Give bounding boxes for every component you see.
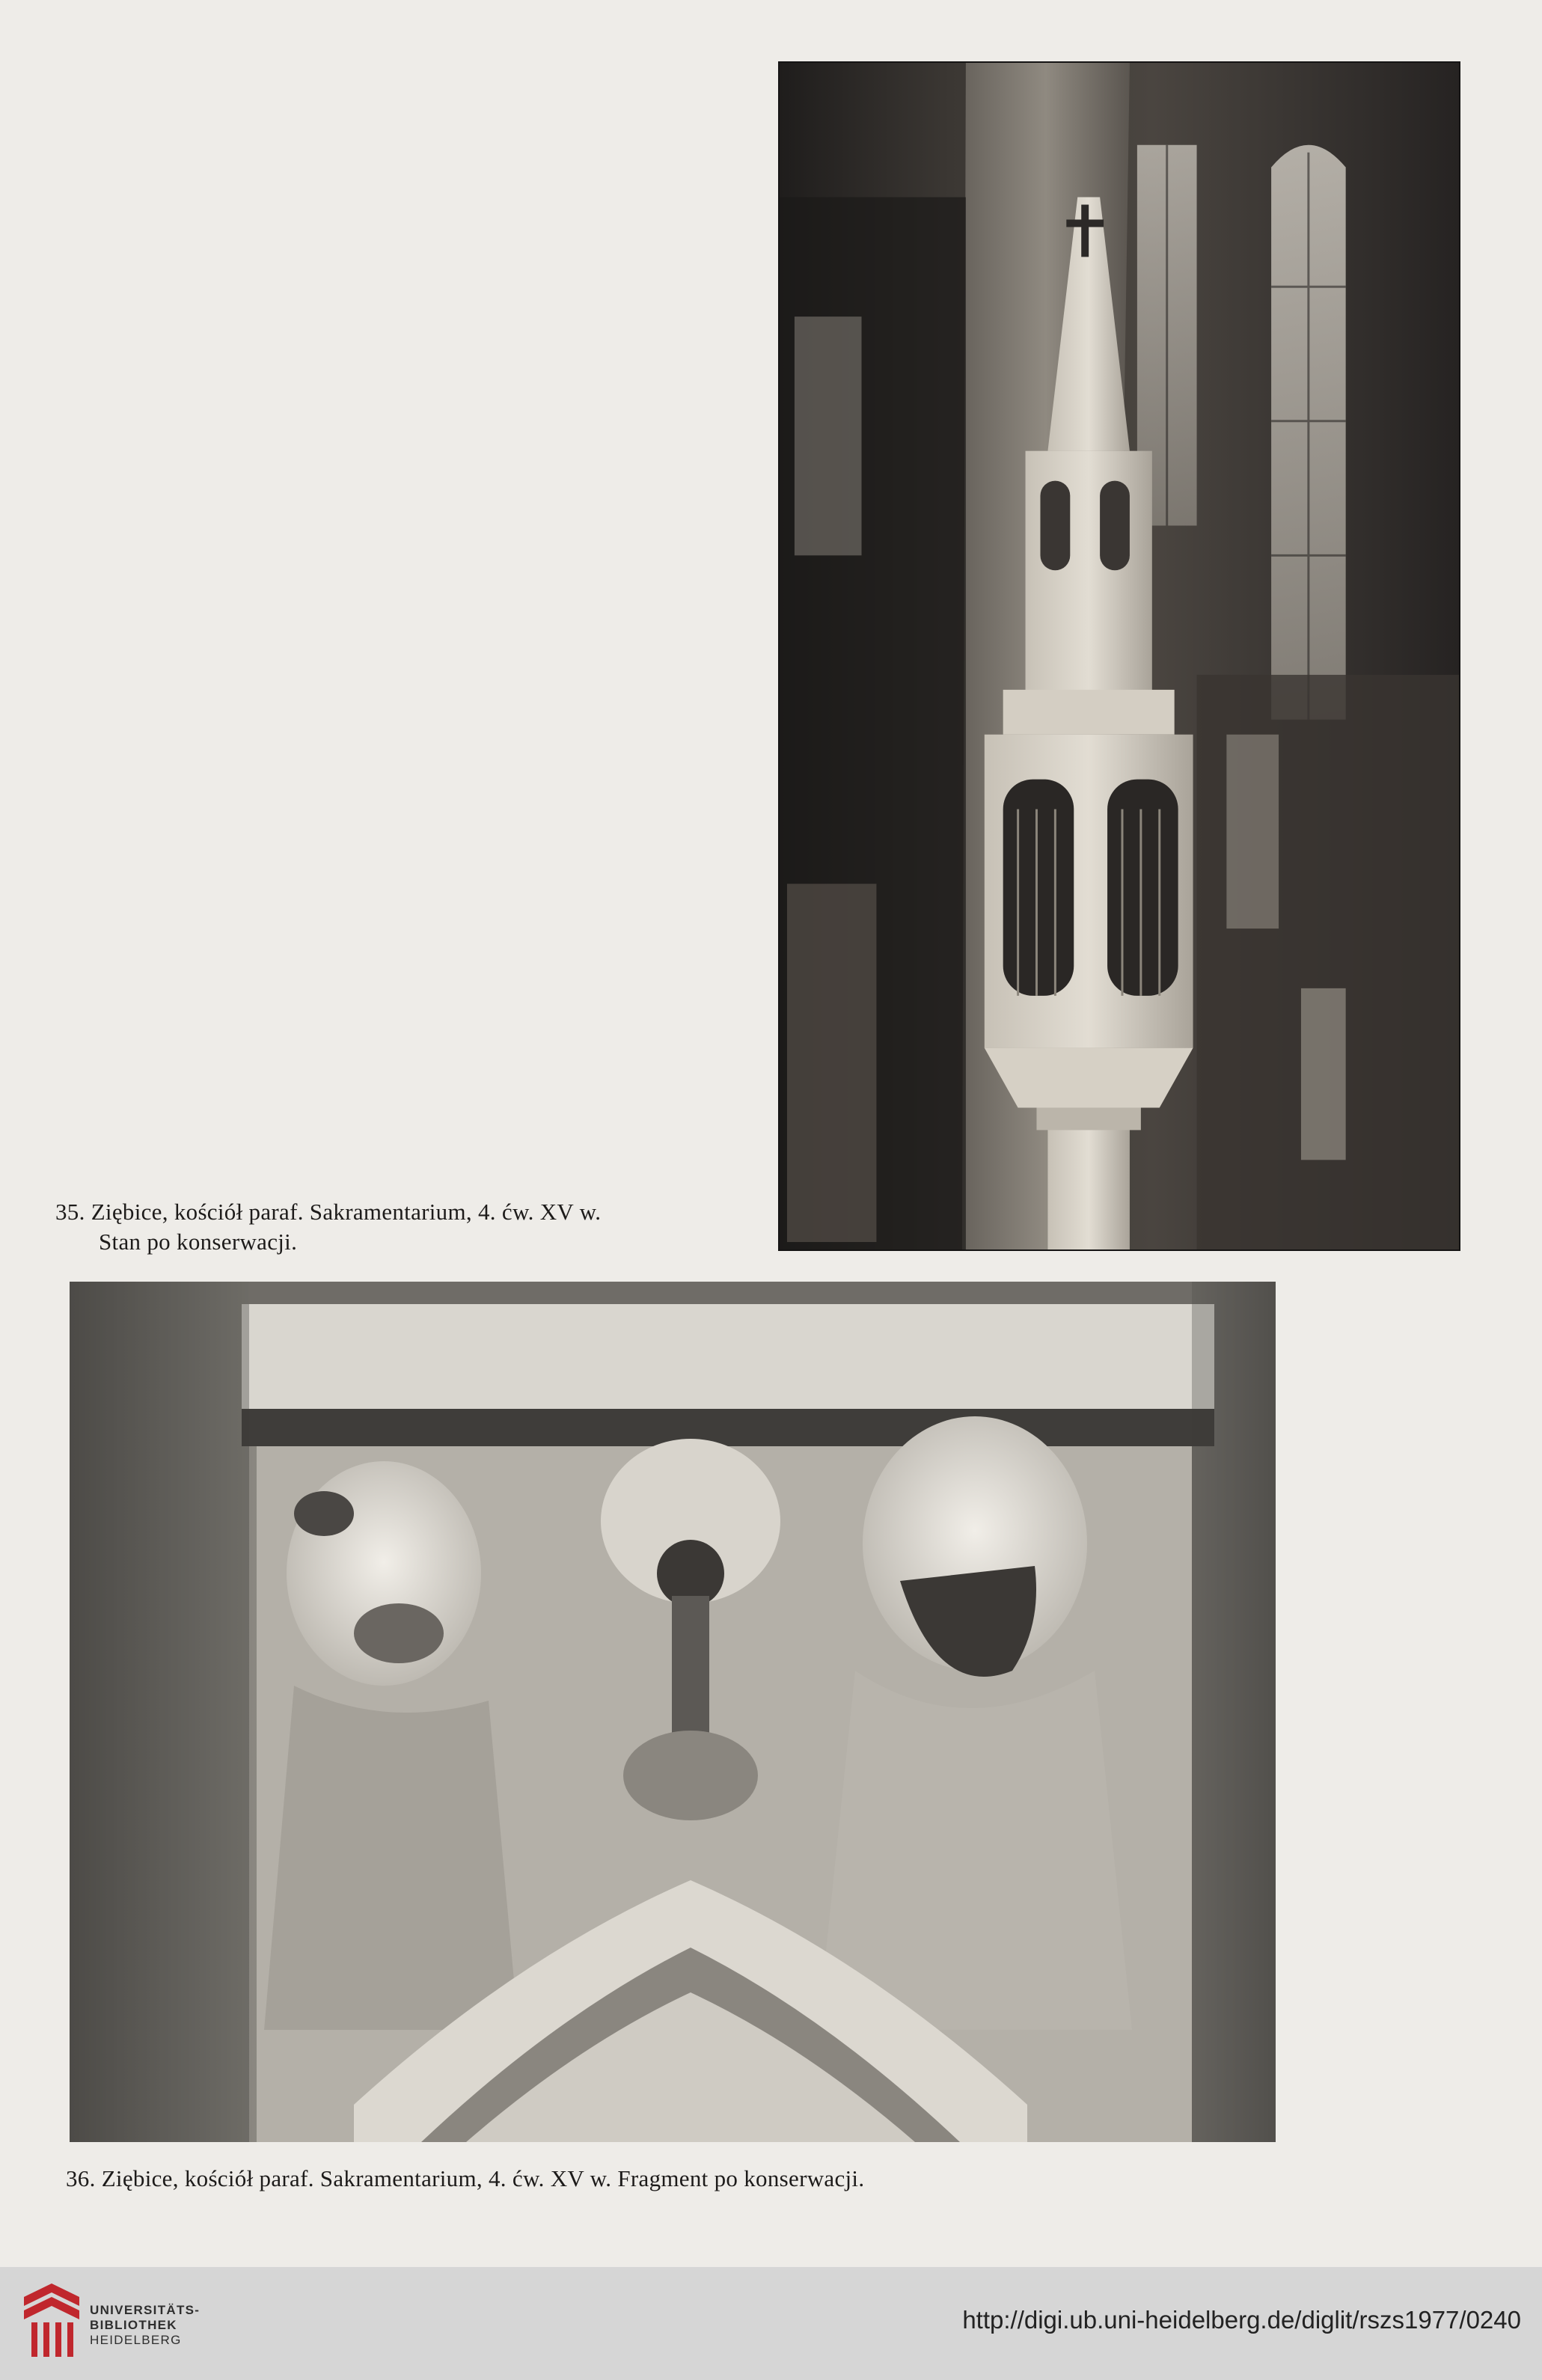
library-logo-line1: UNIVERSITÄTS- xyxy=(90,2303,201,2317)
university-library-logo[interactable] xyxy=(21,2280,230,2363)
figure-36-photo xyxy=(70,1282,1276,2142)
library-logo-line2: BIBLIOTHEK xyxy=(90,2318,177,2332)
figure-35-photo xyxy=(778,61,1460,1251)
permalink-url[interactable]: http://digi.ub.uni-heidelberg.de/diglit/rszs1977/0240 xyxy=(962,2306,1521,2334)
library-logo-icon xyxy=(21,2280,82,2363)
library-logo-text xyxy=(90,2303,200,2348)
figure-35-caption xyxy=(55,1197,729,1257)
library-logo-line3: HEIDELBERG xyxy=(90,2333,182,2347)
relief-fragment-photo xyxy=(70,1282,1276,2142)
figure-36-caption: 36. Ziębice, kościół paraf. Sakramentarium, 4. ćw. XV w. Fragment po konserwacji. xyxy=(66,2165,865,2191)
figure-35-caption-line2: Stan po konserwacji. xyxy=(99,1229,298,1255)
figure-35-caption-line1: 35. Ziębice, kościół paraf. Sakramentarium, 4. ćw. XV w. xyxy=(55,1199,602,1225)
sacrament-house-photo xyxy=(780,63,1459,1249)
library-footer xyxy=(0,2267,1542,2380)
